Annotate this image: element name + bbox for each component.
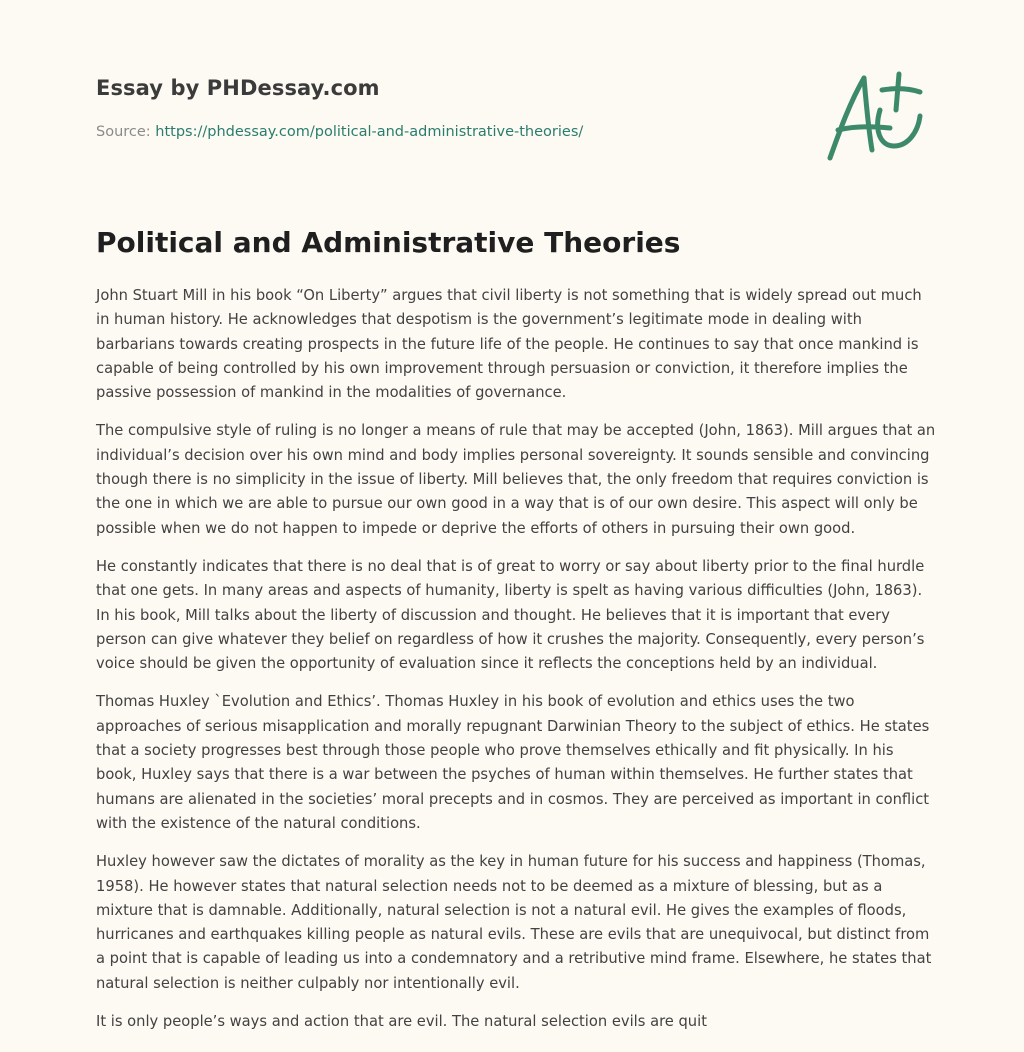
- brand-title: Essay by PHDessay.com: [96, 76, 380, 100]
- a-plus-logo-icon: [822, 68, 928, 164]
- paragraph: Huxley however saw the dictates of morality as the key in human future for his success and happiness (Thomas, 1958). He however states that natural selection needs not to be deemed as a mixture of blessing, but as a mixture that is damnable. Additionally, natural selection is not a natural evil. He gives the examples of floods, hurricanes and earthquakes killing people as natural evils. These are evils that are unequivocal, but distinct from a point that is capable of leading us into a condemnatory and a retributive mind frame. Elsewhere, he states that natural selection is neither culpably nor intentionally evil.: [96, 853, 932, 992]
- source-link[interactable]: https://phdessay.com/political-and-administrative-theories/: [155, 124, 584, 140]
- paragraph: The compulsive style of ruling is no longer a means of rule that may be accepted (John, 1863). Mill argues that an individual’s decision over his own mind and body implies personal sovereignty. It sounds sensible and convincing though there is no simplicity in the issue of liberty. Mill believes that, the only freedom that requires conviction is the one in which we are able to pursue our own good in a way that is of our own desire. This aspect will only be possible when we do not happen to impede or deprive the efforts of others in pursuing their own good.: [96, 422, 936, 537]
- paragraph: He constantly indicates that there is no deal that is of great to worry or say about liberty prior to the final hurdle that one gets. In many areas and aspects of humanity, liberty is spelt as having various difficulties (John, 1863). In his book, Mill talks about the liberty of discussion and thought. He believes that it is important that every person can give whatever they belief on regardless of how it crushes the majority. Consequently, every person’s voice should be given the opportunity of evaluation since it reflects the conceptions held by an individual.: [96, 557, 925, 673]
- a-plus-logo: [822, 68, 928, 164]
- paragraph: John Stuart Mill in his book “On Liberty” argues that civil liberty is not something that is widely spread out much in human history. He acknowledges that despotism is the government’s legitimate mode in dealing with barbarians towards creating prospects in the future life of the people. He continues to say that once mankind is capable of being controlled by his own improvement through persuasion or conviction, it therefore implies the passive possession of mankind in the modalities of governance.: [96, 287, 922, 402]
- paragraph: Thomas Huxley `Evolution and Ethics’. Thomas Huxley in his book of evolution and ethics uses the two approaches of serious misapplication and morally repugnant Darwinian Theory to the subject of ethics. He states that a society progresses best through those people who prove themselves ethically and fit physically. In his book, Huxley says that there is a war between the psyches of human within themselves. He further states that humans are alienated in the societies’ moral precepts and in cosmos. They are perceived as important in conflict with the existence of the natural conditions.: [96, 693, 930, 832]
- article-title: Political and Administrative Theories: [96, 226, 681, 259]
- paragraph: It is only people’s ways and action that are evil. The natural selection evils are quit: [96, 1013, 707, 1031]
- source-label: Source:: [96, 124, 151, 140]
- article-body: [96, 284, 936, 1048]
- source-line: [96, 124, 583, 140]
